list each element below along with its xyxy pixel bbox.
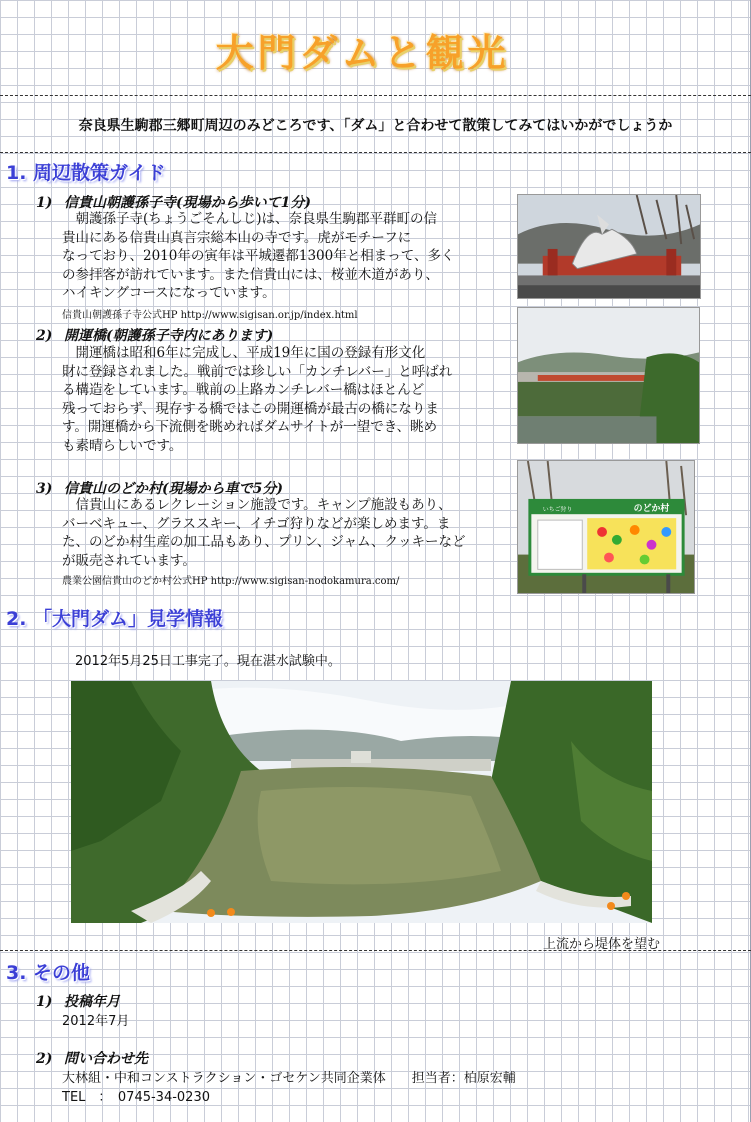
posting-date: 2012年7月 <box>62 1014 130 1029</box>
item-body <box>62 344 480 455</box>
body-line: バーベキュー、グラススキー、イチゴ狩りなどが楽しめます。ま <box>62 515 451 532</box>
official-site-link[interactable]: 農業公園信貴山のどか村公式HP http://www.sigisan-nodokamura.com/ <box>62 576 400 587</box>
item-number: 3) <box>36 481 53 497</box>
item-heading <box>36 991 120 1011</box>
intro-text: 奈良県生駒郡三郷町周辺のみどころです、「ダム」と合わせて散策してみてはいかがでしょうか <box>78 118 673 134</box>
item-number: 2) <box>36 328 53 344</box>
item-body <box>62 496 480 570</box>
sign-title: のどか村 <box>633 504 670 515</box>
item-title: 信貴山のどか村(現場から車で5分) <box>64 481 283 497</box>
body-line: る構造をしています。戦前の上路カンチレバー橋はほとんど <box>62 382 425 398</box>
section-title-guide: 1. 周辺散策ガイド <box>6 162 166 184</box>
item-heading <box>36 478 283 498</box>
item-title: 問い合わせ先 <box>64 1051 148 1067</box>
body-line: の参拝客が訪れています。また信貴山には、桜並木道があり、 <box>62 266 439 283</box>
body-line: も素晴らしいです。 <box>62 437 183 454</box>
body-line: なっており、2010年の寅年は平城遷都1300年と相まって、多く <box>62 248 455 264</box>
sign-subtitle: いちご狩り <box>542 507 573 514</box>
item-heading <box>36 325 273 345</box>
item-heading <box>36 192 311 212</box>
item-number: 1) <box>36 994 53 1010</box>
body-line: 朝護孫子寺(ちょうごそんしじ)は、奈良県生駒郡平群町の信 <box>62 211 438 227</box>
official-site-link[interactable]: 信貴山朝護孫子寺公式HP http://www.sigisan.or.jp/index.html <box>62 310 358 321</box>
body-line: が販売されています。 <box>62 552 196 569</box>
item-title: 開運橋(朝護孫子寺内にあります) <box>64 328 274 344</box>
item-heading <box>36 1048 148 1068</box>
body-line: 財に登録されました。戦前では珍しい「カンチレバー」と呼ばれ <box>62 363 453 380</box>
dam-status-text: 2012年5月25日工事完了。現在湛水試験中。 <box>75 654 341 669</box>
body-line: 開運橋は昭和6年に完成し、平成19年に国の登録有形文化 <box>62 345 426 361</box>
body-line: 信貴山にあるレクレーション施設です。キャンプ施設もあり、 <box>62 497 452 513</box>
section-title-other: 3. その他 <box>6 962 91 984</box>
item-body <box>62 210 480 303</box>
divider <box>0 152 751 153</box>
divider <box>0 95 751 96</box>
item-number: 1) <box>36 195 53 211</box>
photo-caption: 上流から堤体を望む <box>543 937 661 952</box>
item-number: 2) <box>36 1051 53 1067</box>
temple-tiger-photo <box>517 194 701 299</box>
contact-phone: TEL ： 0745-34-0230 <box>62 1090 210 1105</box>
dam-panorama-photo <box>71 681 652 923</box>
nodoka-village-sign-photo <box>517 460 695 594</box>
body-line: す。開運橋から下流側を眺めればダムサイトが一望でき、眺め <box>62 419 438 435</box>
contact-company: 大林組・中和コンストラクション・ゴセケン共同企業体 担当者：柏原宏輔 <box>62 1071 516 1086</box>
body-line: ハイキングコースになっています。 <box>62 285 276 301</box>
section-title-dam-visit: 2. 「大門ダム」見学情報 <box>6 608 224 630</box>
body-line: た、のどか村生産の加工品もあり、プリン、ジャム、クッキーなど <box>62 534 466 550</box>
kaiun-bridge-photo <box>517 307 700 444</box>
divider <box>0 950 751 951</box>
body-line: 残っておらず、現存する橋ではこの開運橋が最古の橋になりま <box>62 400 439 417</box>
item-title: 信貴山朝護孫子寺(現場から歩いて1分) <box>64 195 311 211</box>
item-title: 投稿年月 <box>64 994 120 1010</box>
body-line: 貴山にある信貴山真言宗総本山の寺です。虎がモチーフに <box>62 229 412 246</box>
page-title: 大門ダムと観光 <box>215 31 510 75</box>
